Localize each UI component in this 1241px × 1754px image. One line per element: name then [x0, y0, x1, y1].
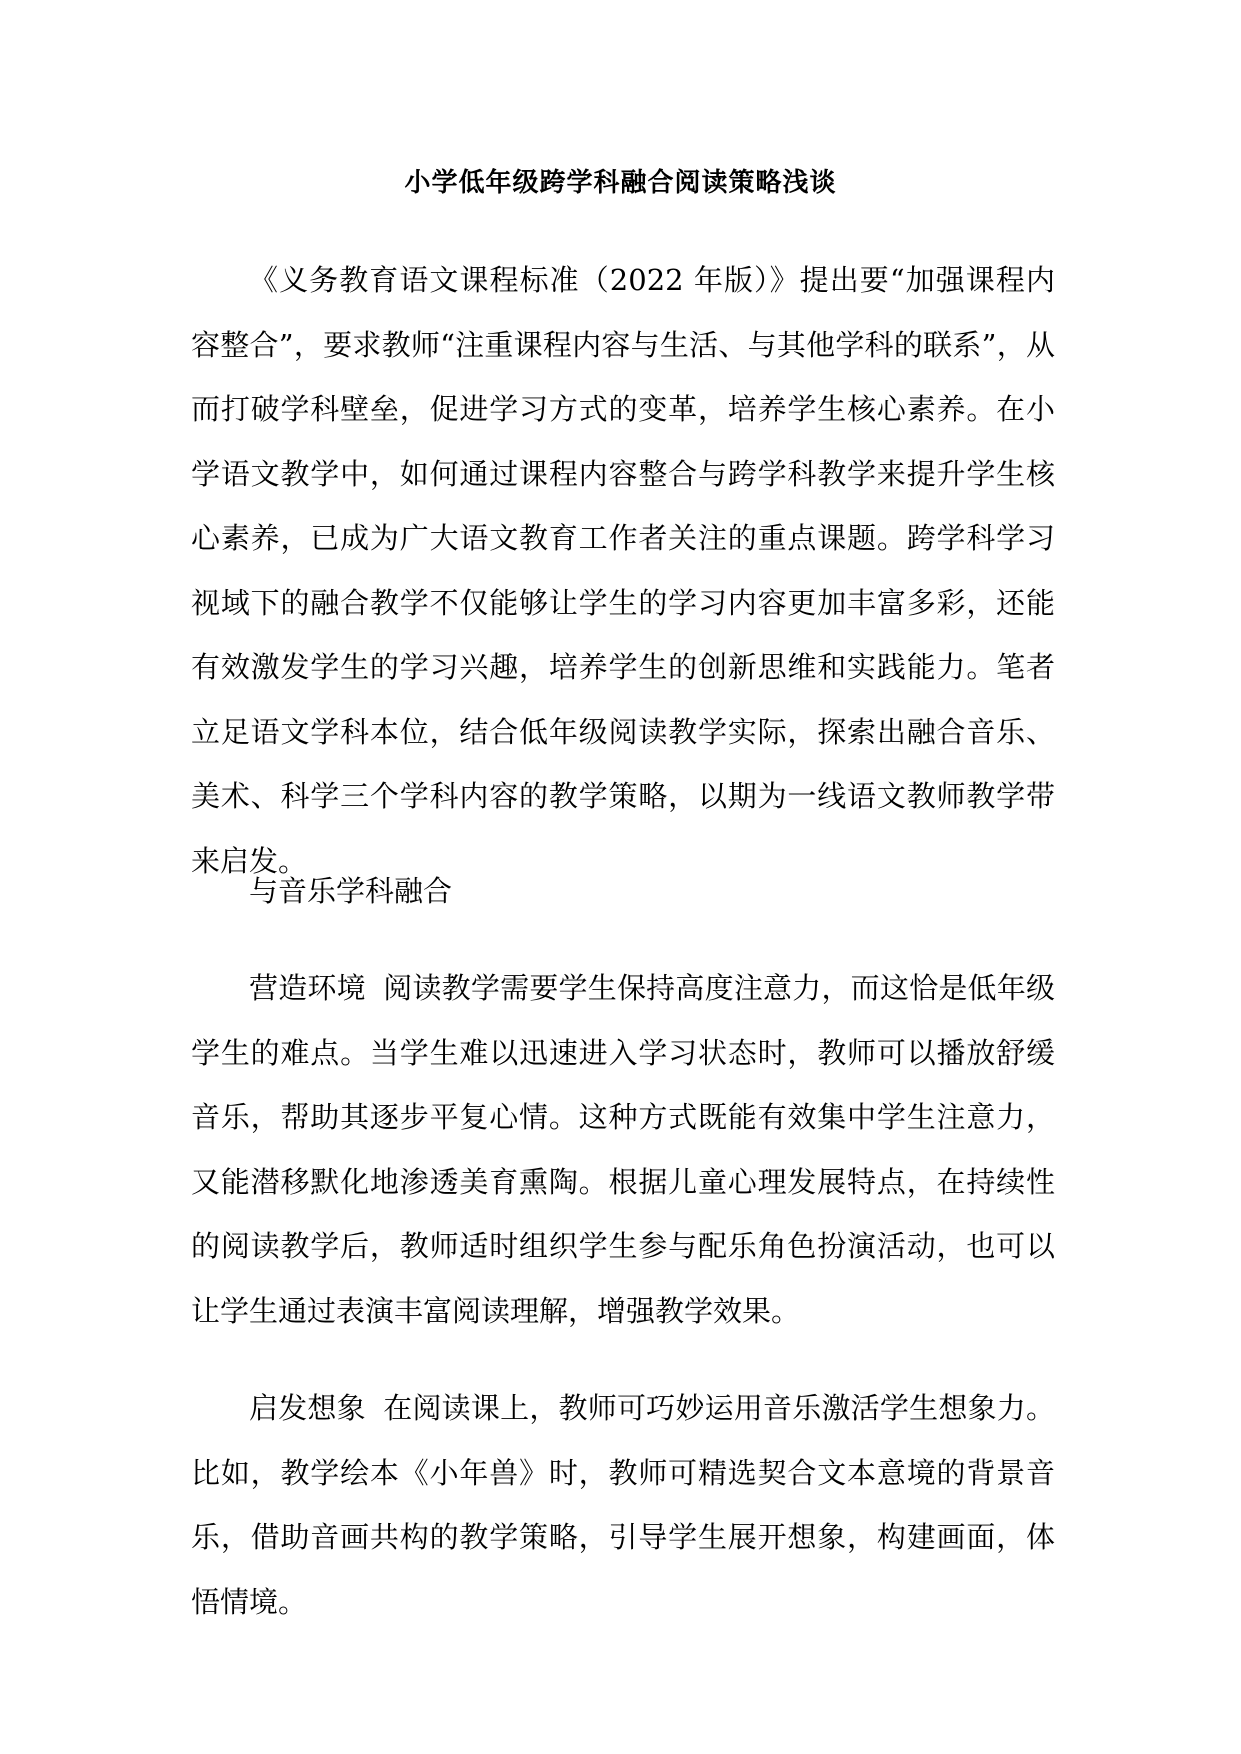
- paragraph-lead-create-environment: 营造环境: [249, 971, 366, 1005]
- document-title: 小学低年级跨学科融合阅读策略浅谈: [404, 168, 837, 198]
- paragraph-lead-inspire-imagination: 启发想象: [249, 1391, 366, 1425]
- paragraph-body-inspire-imagination: 在阅读课上，教师可巧妙运用音乐激活学生想象力。比如，教学绘本《小年兽》时，教师可精选契合文本意境的背景音乐，借助音画共构的教学策略，引导学生展开想象，构建画面，体悟情境。: [191, 1391, 1055, 1619]
- intro-paragraph: 《义务教育语文课程标准（2022 年版）》提出要“加强课程内容整合”，要求教师“注重课程内容与生活、与其他学科的联系”，从而打破学科壁垒，促进学习方式的变革，培养学生核心素养。在小学语文教学中，如何通过课程内容整合与跨学科教学来提升学生核心素养，已成为广大语文教育工作者关注的重点课题。跨学科学习视域下的融合教学不仅能够让学生的学习内容更加丰富多彩，还能有效激发学生的学习兴趣，培养学生的创新思维和实践能力。笔者立足语文学科本位，结合低年级阅读教学实际，探索出融合音乐、美术、科学三个学科内容的教学策略，以期为一线语文教师教学带来启发。: [191, 263, 1055, 878]
- paragraph-body-create-environment: 阅读教学需要学生保持高度注意力，而这恰是低年级学生的难点。当学生难以迅速进入学习状态时，教师可以播放舒缓音乐，帮助其逐步平复心情。这种方式既能有效集中学生注意力，又能潜移默化地渗透美育熏陶。根据儿童心理发展特点，在持续性的阅读教学后，教师适时组织学生参与配乐角色扮演活动，也可以让学生通过表演丰富阅读理解，增强教学效果。: [191, 971, 1055, 1328]
- section-heading-music: 与音乐学科融合: [249, 874, 453, 908]
- paragraph-create-environment: [191, 956, 1055, 1343]
- paragraph-inspire-imagination: [191, 1376, 1055, 1634]
